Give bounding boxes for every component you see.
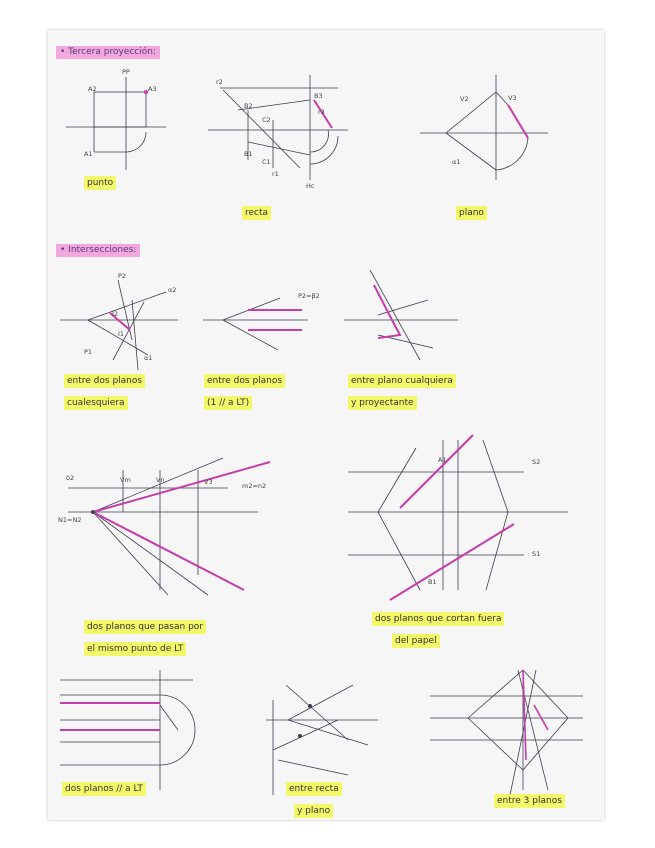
label-a3: A3 bbox=[148, 85, 157, 93]
label-v3b: V3 bbox=[204, 478, 213, 486]
label-p2: P2 bbox=[118, 272, 127, 280]
label-r2: r2 bbox=[216, 78, 223, 86]
label-a1: A1 bbox=[84, 150, 93, 158]
label-delta2: δ2 bbox=[66, 474, 75, 482]
label-vn: Vn bbox=[156, 476, 165, 484]
caption-recta-plano bbox=[286, 782, 342, 818]
caption-paralelo-lt-line2: (1 // a LT) bbox=[204, 396, 252, 410]
label-alpha1-b: α1 bbox=[144, 354, 153, 362]
caption-recta-plano-line1: entre recta bbox=[286, 782, 342, 796]
label-b3: B3 bbox=[314, 92, 323, 100]
label-alpha2: α2 bbox=[168, 286, 177, 294]
caption-tres-planos: entre 3 planos bbox=[494, 794, 565, 808]
label-a2: A2 bbox=[88, 85, 97, 93]
caption-fuera-papel-line1: dos planos que cortan fuera bbox=[372, 612, 504, 626]
caption-mismo-punto bbox=[84, 620, 206, 656]
label-a1-dot: A1 bbox=[438, 456, 447, 464]
notebook-page bbox=[48, 30, 604, 820]
label-b2: B2 bbox=[244, 102, 253, 110]
caption-recta: recta bbox=[242, 206, 271, 220]
label-alpha1: α1 bbox=[452, 158, 461, 166]
caption-cualesquiera-line2: cualesquiera bbox=[64, 396, 128, 410]
caption-cualesquiera-line1: entre dos planos bbox=[64, 374, 145, 388]
caption-fuera-papel-line2: del papel bbox=[392, 634, 440, 648]
label-b1-dot: B1 bbox=[428, 578, 437, 586]
label-s1: S1 bbox=[532, 550, 541, 558]
section-title-projections: • Tercera proyección: bbox=[56, 46, 160, 59]
label-i2: I2 bbox=[112, 310, 119, 318]
label-r1: r1 bbox=[272, 170, 279, 178]
caption-recta-plano-line2: y plano bbox=[294, 804, 333, 818]
caption-punto: punto bbox=[84, 176, 116, 190]
caption-paralelo-lt-line1: entre dos planos bbox=[204, 374, 285, 388]
label-s2: S2 bbox=[532, 458, 541, 466]
label-r3: r3 bbox=[318, 108, 325, 116]
caption-paralelos: dos planos // a LT bbox=[62, 782, 146, 796]
sketch-figures bbox=[48, 30, 604, 820]
label-p1: P1 bbox=[84, 348, 93, 356]
label-vm: Vm bbox=[120, 476, 131, 484]
label-hc: Hc bbox=[306, 182, 315, 190]
caption-mismo-punto-line2: el mismo punto de LT bbox=[84, 642, 186, 656]
section-title-intersections: • Intersecciones: bbox=[56, 244, 140, 257]
caption-plano: plano bbox=[456, 206, 487, 220]
caption-mismo-punto-line1: dos planos que pasan por bbox=[84, 620, 206, 634]
label-v2: V2 bbox=[460, 95, 469, 103]
label-b1: B1 bbox=[244, 150, 253, 158]
caption-proyectante bbox=[348, 374, 456, 410]
label-i1: I1 bbox=[118, 330, 125, 338]
caption-proyectante-line2: y proyectante bbox=[348, 396, 417, 410]
label-v3: V3 bbox=[508, 94, 517, 102]
label-pp: PP bbox=[122, 68, 130, 76]
label-m2: m2=n2 bbox=[242, 482, 267, 490]
label-c2: C2 bbox=[262, 116, 271, 124]
caption-paralelo-lt bbox=[204, 374, 285, 410]
caption-cualesquiera bbox=[64, 374, 145, 410]
caption-proyectante-line1: entre plano cualquiera bbox=[348, 374, 456, 388]
label-c1: C1 bbox=[262, 158, 271, 166]
label-n1: N1=N2 bbox=[58, 516, 82, 524]
label-beta: P2=β2 bbox=[298, 292, 320, 300]
caption-fuera-papel bbox=[372, 612, 504, 648]
